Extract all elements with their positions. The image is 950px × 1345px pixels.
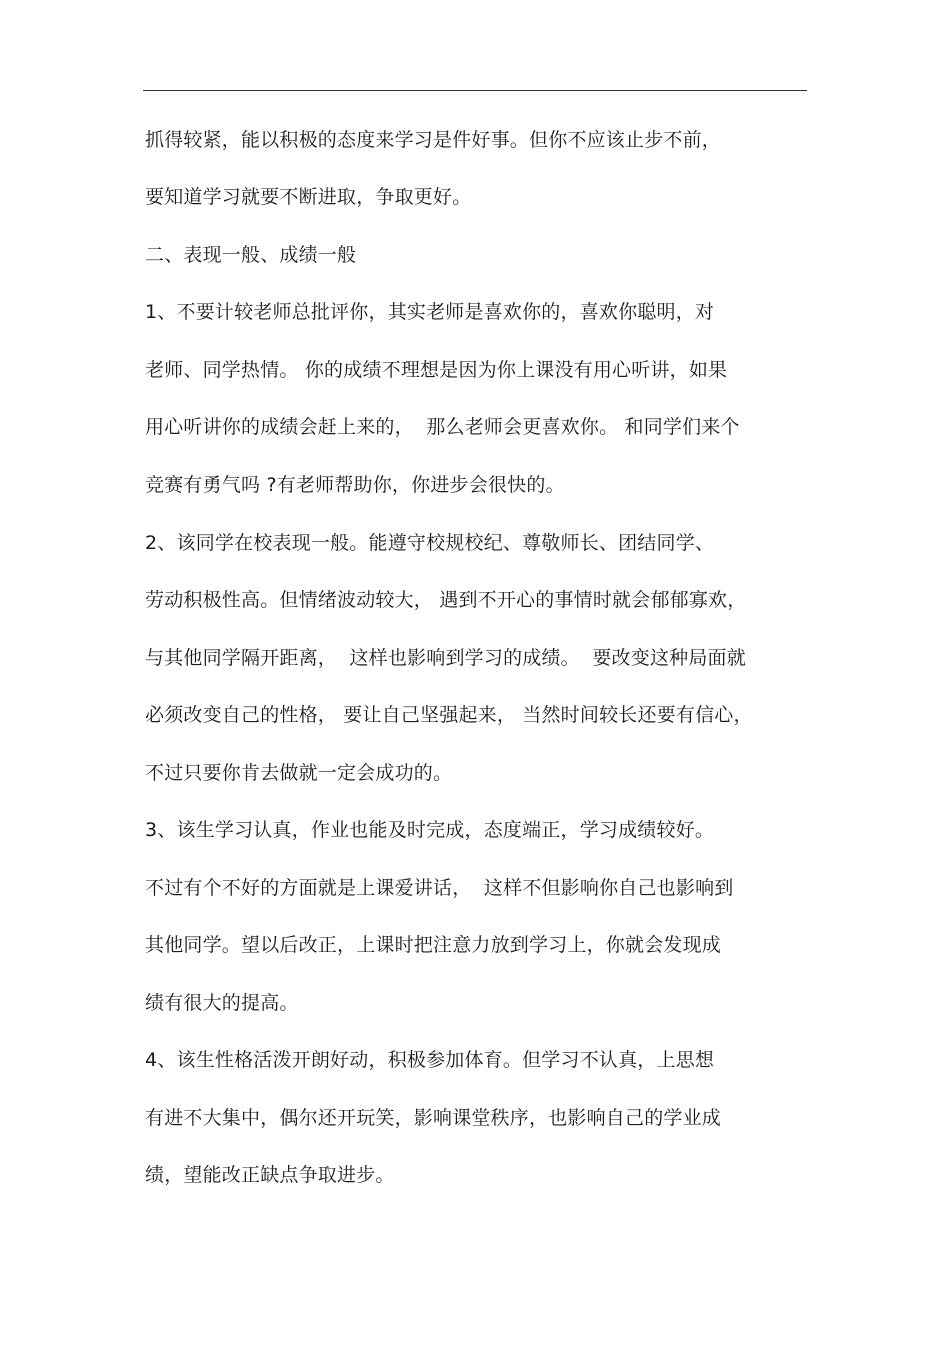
text-line-17: 4、该生性格活泼开朗好动，积极参加体育。但学习不认真，上思想 (145, 1049, 715, 1071)
text-line-12: 不过只要你肯去做就一定会成功的。 (145, 762, 453, 784)
text-line-13: 3、该生学习认真，作业也能及时完成，态度端正，学习成绩较好。 (145, 819, 715, 841)
text-line-6: 用心听讲你的成绩会赶上来的， 那么老师会更喜欢你。 和同学们来个 (145, 416, 740, 438)
text-line-9: 劳动积极性高。但情绪波动较大， 遇到不开心的事情时就会郁郁寡欢， (145, 589, 747, 611)
text-line-4: 1、不要计较老师总批评你，其实老师是喜欢你的，喜欢你聪明，对 (145, 301, 715, 323)
text-line-10: 与其他同学隔开距离， 这样也影响到学习的成绩。 要改变这种局面就 (145, 647, 746, 669)
text-line-18: 有进不大集中，偶尔还开玩笑，影响课堂秩序，也影响自己的学业成 (145, 1107, 722, 1129)
header-rule (143, 90, 807, 91)
text-line-1: 抓得较紧，能以积极的态度来学习是件好事。但你不应该止步不前， (145, 129, 722, 151)
text-line-8: 2、该同学在校表现一般。能遵守校规校纪、尊敬师长、团结同学、 (145, 532, 715, 554)
text-line-5: 老师、同学热情。 你的成绩不理想是因为你上课没有用心听讲，如果 (145, 359, 728, 381)
text-line-14: 不过有个不好的方面就是上课爱讲话， 这样不但影响你自己也影响到 (145, 877, 734, 899)
text-line-15: 其他同学。望以后改正，上课时把注意力放到学习上，你就会发现成 (145, 934, 722, 956)
text-line-2: 要知道学习就要不断进取，争取更好。 (145, 186, 472, 208)
text-line-19: 绩，望能改正缺点争取进步。 (145, 1164, 395, 1186)
text-line-11: 必须改变自己的性格， 要让自己坚强起来， 当然时间较长还要有信心， (145, 704, 753, 726)
section-heading: 二、表现一般、成绩一般 (145, 244, 357, 266)
text-line-16: 绩有很大的提高。 (145, 992, 299, 1014)
text-line-7: 竞赛有勇气吗 ?有老师帮助你，你进步会很快的。 (145, 474, 565, 496)
